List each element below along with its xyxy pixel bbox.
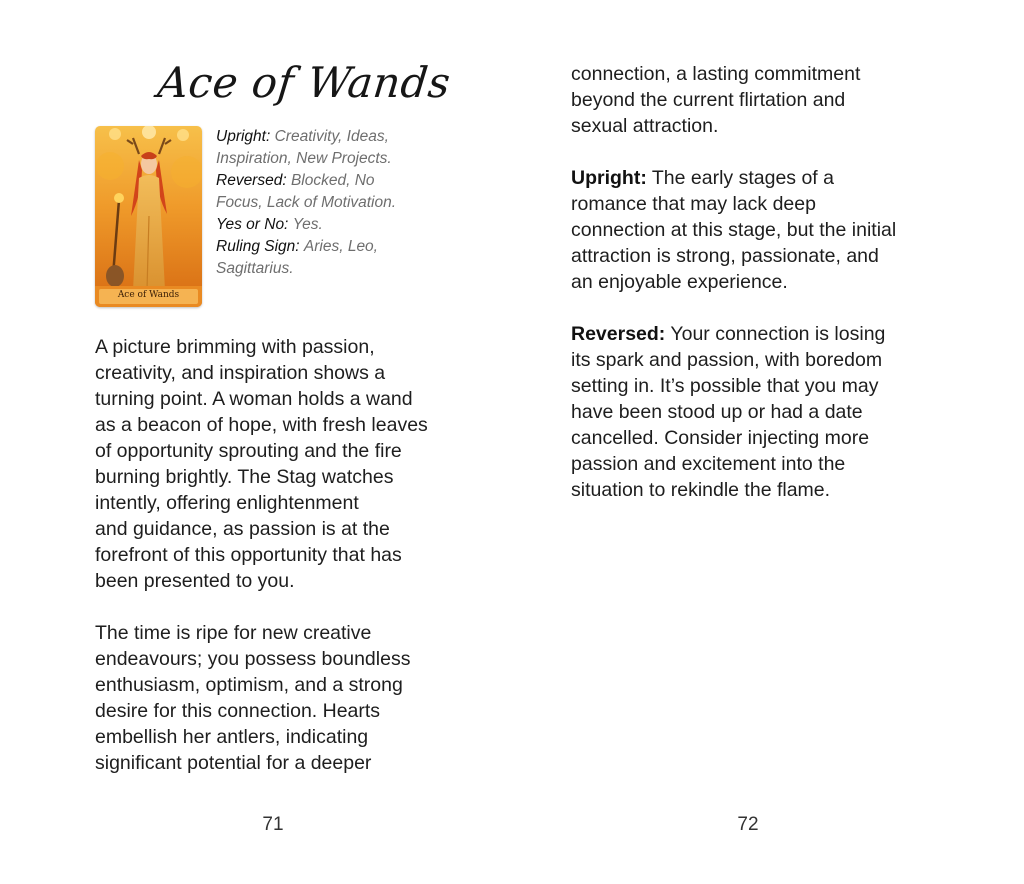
text-line: and guidance, as passion is at the — [95, 518, 390, 540]
text-line: have been stood up or had a date — [571, 401, 863, 423]
meta-line — [216, 214, 446, 236]
paragraph-gap — [95, 594, 475, 620]
text-line: burning brightly. The Stag watches — [95, 466, 394, 488]
card-title: Ace of Wands — [155, 58, 453, 107]
meta-value: Yes. — [292, 216, 323, 233]
meta-value: Focus, Lack of Motivation. — [216, 194, 397, 211]
text-line: intently, offering enlightenment — [95, 492, 359, 514]
left-body-text — [95, 334, 475, 776]
text-line: situation to rekindle the flame. — [571, 479, 831, 501]
meta-line — [216, 192, 446, 214]
meta-key: Ruling Sign: — [216, 238, 300, 255]
text-line: romance that may lack deep — [571, 193, 816, 215]
upright-first-text: The early stages of a — [646, 167, 834, 189]
right-body-text — [571, 61, 951, 503]
text-line: its spark and passion, with boredom — [571, 349, 883, 371]
upright-first-line — [571, 165, 951, 191]
text-line: been presented to you. — [95, 570, 295, 592]
text-line: beyond the current flirtation and — [571, 89, 846, 111]
meta-line — [216, 126, 446, 148]
text-line: connection, a lasting commitment — [571, 63, 861, 85]
text-line: The time is ripe for new creative — [95, 622, 372, 644]
text-line: passion and excitement into the — [571, 453, 846, 475]
text-line: setting in. It’s possible that you may — [571, 375, 879, 397]
text-line: of opportunity sprouting and the fire — [95, 440, 402, 462]
tarot-card-image — [95, 126, 202, 307]
text-line: cancelled. Consider injecting more — [571, 427, 870, 449]
text-line: sexual attraction. — [571, 115, 719, 137]
meta-key: Upright: — [216, 128, 271, 145]
right-page — [512, 0, 1024, 884]
paragraph-gap — [571, 139, 951, 165]
upright-lead: Upright: — [571, 167, 647, 189]
text-line: an enjoyable experience. — [571, 271, 788, 293]
text-line: connection at this stage, but the initial — [571, 219, 897, 241]
meta-value: Sagittarius. — [216, 260, 294, 277]
card-label: Ace of Wands — [117, 290, 180, 300]
paragraph-gap — [571, 295, 951, 321]
meta-value: Aries, Leo, — [303, 238, 378, 255]
reversed-first-text: Your connection is losing — [665, 323, 886, 345]
text-line: turning point. A woman holds a wand — [95, 388, 413, 410]
text-line: enthusiasm, optimism, and a strong — [95, 674, 403, 696]
meta-value: Blocked, No — [290, 172, 375, 189]
text-line: significant potential for a deeper — [95, 752, 372, 774]
text-line: as a beacon of hope, with fresh leaves — [95, 414, 428, 436]
text-line: A picture brimming with passion, — [95, 336, 375, 358]
meta-key: Yes or No: — [216, 216, 289, 233]
meta-line — [216, 170, 446, 192]
meta-line — [216, 258, 446, 280]
meta-key: Reversed: — [216, 172, 287, 189]
text-line: creativity, and inspiration shows a — [95, 362, 386, 384]
text-line: endeavours; you possess boundless — [95, 648, 411, 670]
text-line: forefront of this opportunity that has — [95, 544, 402, 566]
meta-line — [216, 236, 446, 258]
reversed-lead: Reversed: — [571, 323, 666, 345]
text-line: desire for this connection. Hearts — [95, 700, 381, 722]
page-number: 72 — [737, 814, 759, 835]
text-line: attraction is strong, passionate, and — [571, 245, 879, 267]
meta-line — [216, 148, 446, 170]
meta-value: Inspiration, New Projects. — [216, 150, 392, 167]
reversed-first-line — [571, 321, 951, 347]
page-number: 71 — [262, 814, 284, 835]
card-meta — [216, 126, 446, 280]
text-line: embellish her antlers, indicating — [95, 726, 369, 748]
meta-value: Creativity, Ideas, — [274, 128, 389, 145]
card-illustration — [95, 126, 202, 307]
